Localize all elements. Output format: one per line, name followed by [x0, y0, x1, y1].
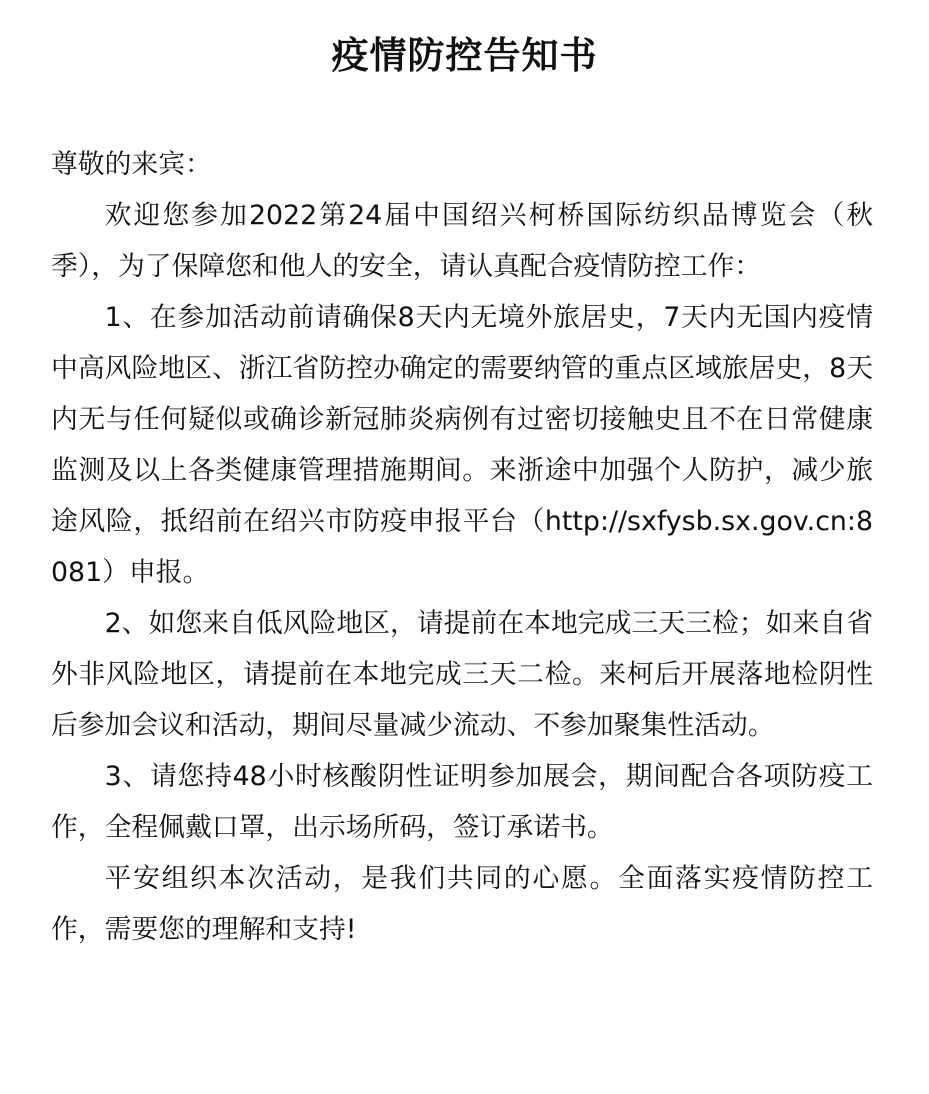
document-title: 疫情防控告知书: [331, 34, 598, 77]
closing-paragraph: 平安组织本次活动，是我们共同的心愿。全面落实疫情防控工作，需要您的理解和支持!: [51, 863, 873, 945]
item-3-paragraph: 3、请您持48小时核酸阴性证明参加展会，期间配合各项防疫工作，全程佩戴口罩，出示场所码，签订承诺书。: [51, 761, 873, 843]
salutation: 尊敬的来宾：: [51, 149, 212, 180]
document-body: [51, 139, 873, 955]
item-2-paragraph: 2、如您来自低风险地区，请提前在本地完成三天三检；如来自省外非风险地区，请提前在本地完成三天二检。来柯后开展落地检阴性后参加会议和活动，期间尽量减少流动、不参加聚集性活动。: [51, 608, 873, 741]
intro-paragraph: 欢迎您参加2022第24届中国绍兴柯桥国际纺织品博览会（秋季），为了保障您和他人的安全，请认真配合疫情防控工作：: [51, 200, 873, 282]
item-1-paragraph: 1、在参加活动前请确保8天内无境外旅居史，7天内无国内疫情中高风险地区、浙江省防控办确定的需要纳管的重点区域旅居史，8天内无与任何疑似或确诊新冠肺炎病例有过密切接触史且不在日常健康监测及以上各类健康管理措施期间。来浙途中加强个人防护，减少旅途风险，抵绍前在绍兴市防疫申报平台（http://sxfysb.sx.gov.cn:8081）申报。: [51, 302, 873, 588]
